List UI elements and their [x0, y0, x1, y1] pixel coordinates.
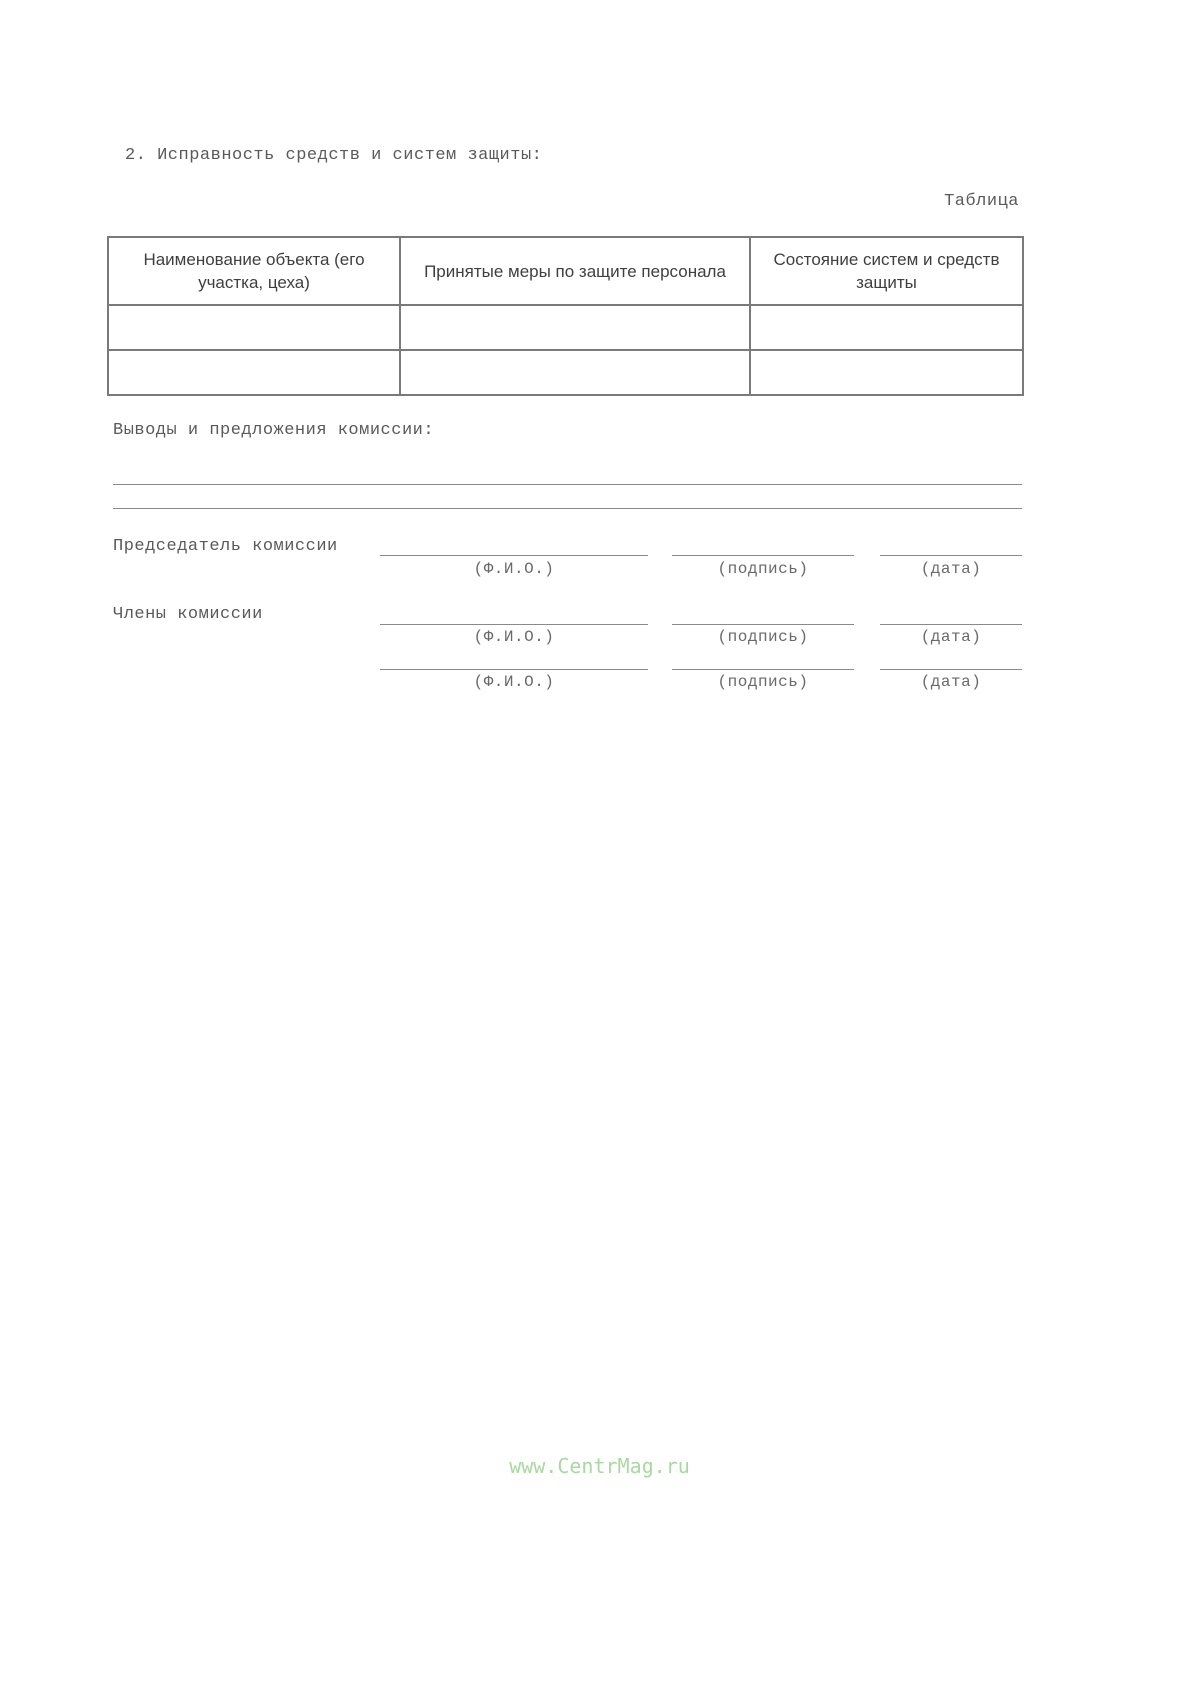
- column-header-state: Состояние систем и средств защиты: [750, 237, 1023, 305]
- table-cell[interactable]: [750, 350, 1023, 395]
- chairman-label: Председатель комиссии: [113, 537, 338, 556]
- chairman-signature-caption: (подпись): [717, 560, 809, 578]
- member1-fio-line[interactable]: [380, 624, 648, 625]
- chairman-date-caption: (дата): [920, 560, 982, 578]
- watermark-link[interactable]: www.CentrMag.ru: [509, 1454, 690, 1478]
- conclusions-line-2[interactable]: [113, 508, 1022, 509]
- chairman-fio-line[interactable]: [380, 555, 648, 556]
- member2-date-line[interactable]: [880, 669, 1022, 670]
- chairman-fio-caption: (Ф.И.О.): [473, 560, 555, 578]
- table-cell[interactable]: [108, 350, 400, 395]
- member2-date-caption: (дата): [920, 673, 982, 691]
- member1-signature-caption: (подпись): [717, 628, 809, 646]
- conclusions-line-1[interactable]: [113, 484, 1022, 485]
- member2-fio-caption: (Ф.И.О.): [473, 673, 555, 691]
- column-header-measures: Принятые меры по защите персонала: [400, 237, 750, 305]
- table-caption: Таблица: [944, 192, 1019, 211]
- table-cell[interactable]: [400, 305, 750, 350]
- conclusions-label: Выводы и предложения комиссии:: [113, 421, 435, 440]
- member2-fio-line[interactable]: [380, 669, 648, 670]
- chairman-date-line[interactable]: [880, 555, 1022, 556]
- member1-date-line[interactable]: [880, 624, 1022, 625]
- member2-signature-caption: (подпись): [717, 673, 809, 691]
- table-cell[interactable]: [750, 305, 1023, 350]
- member2-signature-line[interactable]: [672, 669, 854, 670]
- member1-date-caption: (дата): [920, 628, 982, 646]
- chairman-signature-line[interactable]: [672, 555, 854, 556]
- table-row: [108, 305, 1023, 350]
- protection-systems-table: [107, 236, 1024, 396]
- table-cell[interactable]: [400, 350, 750, 395]
- table-cell[interactable]: [108, 305, 400, 350]
- table-header-row: [108, 237, 1023, 305]
- member1-signature-line[interactable]: [672, 624, 854, 625]
- table-row: [108, 350, 1023, 395]
- member1-fio-caption: (Ф.И.О.): [473, 628, 555, 646]
- section-title: 2. Исправность средств и систем защиты:: [125, 146, 543, 165]
- column-header-object: Наименование объекта (его участка, цеха): [108, 237, 400, 305]
- members-label: Члены комиссии: [113, 605, 263, 624]
